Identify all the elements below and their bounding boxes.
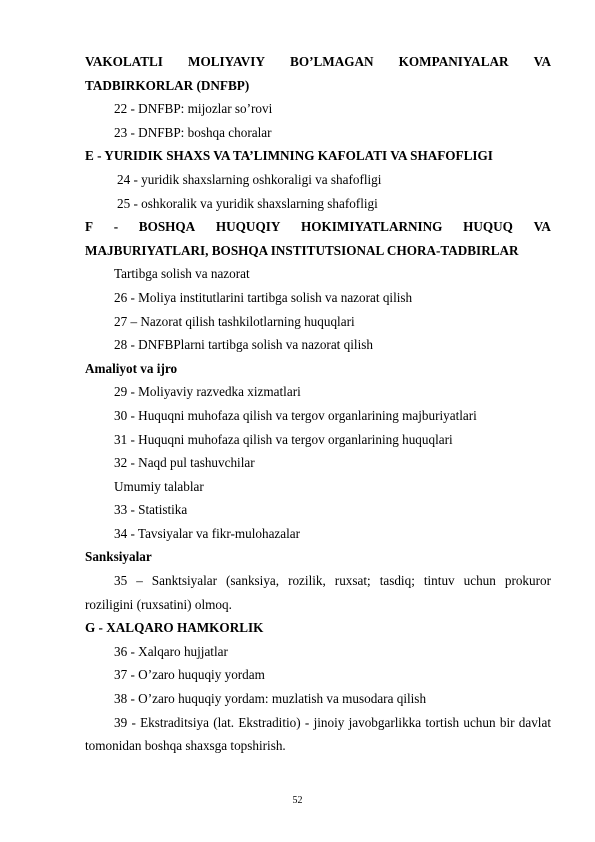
list-item: 22 - DNFBP: mijozlar so’rovi xyxy=(114,101,273,117)
list-item: 33 - Statistika xyxy=(114,502,188,518)
heading-word: KOMPANIYALAR xyxy=(398,54,509,69)
heading-word: BOSHQA xyxy=(138,219,196,235)
list-item: 25 - oshkoralik va yuridik shaxslarning shafofligi xyxy=(117,195,378,211)
document-page xyxy=(85,50,551,758)
subheading: Umumiy talablar xyxy=(114,478,204,494)
heading-word: HUQUQIY xyxy=(215,219,281,235)
paragraph: 39 - Ekstraditsiya (lat. Ekstraditio) - jinoiy javobgarlikka tortish uchun bir davlat tomonidan boshqa shaxsga topshirish. xyxy=(85,714,551,754)
list-item: 26 - Moliya institutlarini tartibga solish va nazorat qilish xyxy=(114,289,413,305)
list-item: 27 – Nazorat qilish tashkilotlarning huquqlari xyxy=(114,313,355,329)
list-item: 38 - O’zaro huquqiy yordam: muzlatish va musodara qilish xyxy=(114,691,427,707)
list-item: 30 - Huquqni muhofaza qilish va tergov organlarining majburiyatlari xyxy=(114,407,477,423)
list-item: 34 - Tavsiyalar va fikr-mulohazalar xyxy=(114,525,301,541)
subheading: Tartibga solish va nazorat xyxy=(114,266,250,282)
paragraph: 35 – Sanktsiyalar (sanksiya, rozilik, ruxsat; tasdiq; tintuv uchun prokuror roziligini (ruxsatini) olmoq. xyxy=(85,573,551,612)
section-f-heading-line2: MAJBURIYATLARI, BOSHQA INSTITUTSIONAL CHORA-TADBIRLAR xyxy=(85,242,519,258)
section-e-heading: E - YURIDIK SHAXS VA TA’LIMNING KAFOLATI VA SHAFOFLIGI xyxy=(85,148,493,164)
heading-word: VA xyxy=(533,219,551,235)
heading-word: MOLIYAVIY xyxy=(188,54,265,69)
list-item: 36 - Xalqaro hujjatlar xyxy=(114,643,228,659)
section-f-heading-line1 xyxy=(85,215,551,239)
heading-word: F xyxy=(85,219,94,235)
list-item: 31 - Huquqni muhofaza qilish va tergov organlarining huquqlari xyxy=(114,431,453,447)
list-item: 24 - yuridik shaxslarning oshkoraligi va shafofligi xyxy=(117,171,382,187)
heading-word: HUQUQ xyxy=(463,219,513,235)
section-g-heading: G - XALQARO HAMKORLIK xyxy=(85,620,264,636)
list-item: 29 - Moliyaviy razvedka xizmatlari xyxy=(114,384,301,400)
heading-word: VA xyxy=(533,54,551,69)
list-item: 37 - O’zaro huquqiy yordam xyxy=(114,667,265,683)
heading-word: BO’LMAGAN xyxy=(290,54,374,69)
subheading: Sanksiyalar xyxy=(85,549,152,565)
list-item: 32 - Naqd pul tashuvchilar xyxy=(114,455,255,471)
list-item: 28 - DNFBPlarni tartibga solish va nazorat qilish xyxy=(114,337,373,353)
subheading: Amaliyot va ijro xyxy=(85,360,178,376)
heading-word: VAKOLATLI xyxy=(85,54,163,69)
heading-word: - xyxy=(113,219,119,235)
section-d-heading-line2: TADBIRKORLAR (DNFBP) xyxy=(85,77,250,93)
section-d-heading-line1 xyxy=(85,50,551,74)
page-number: 52 xyxy=(292,795,303,806)
list-item: 23 - DNFBP: boshqa choralar xyxy=(114,124,272,140)
heading-word: HOKIMIYATLARNING xyxy=(301,219,443,235)
